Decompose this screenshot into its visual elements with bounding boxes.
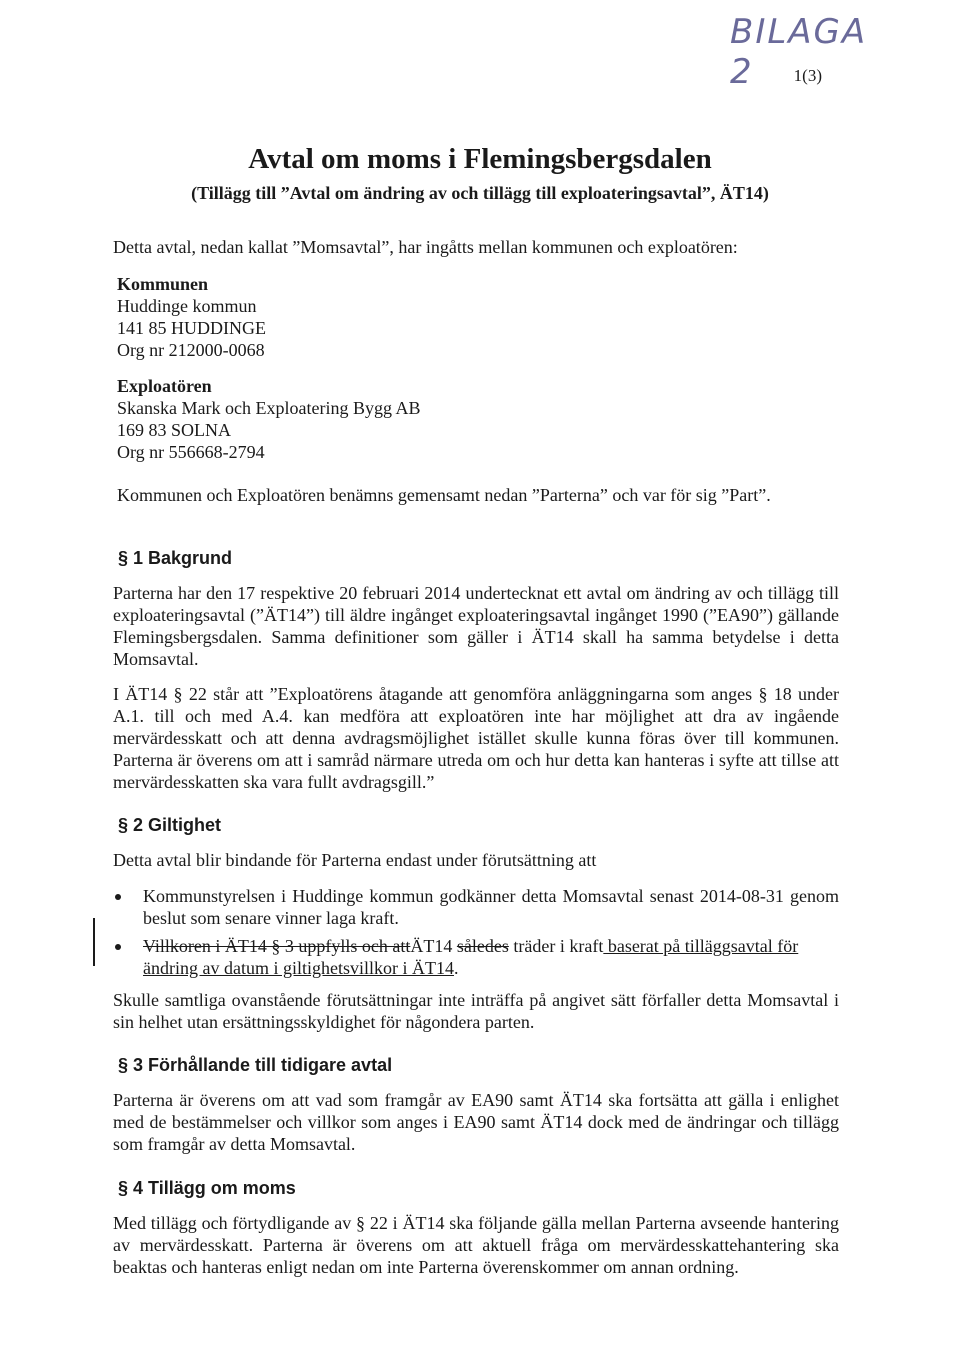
section-3-paragraph-1: Parterna är överens om att vad som framgår av EA90 samt ÄT14 ska fortsätta att gälla i enlighet med de bestämmelser och villkor som anges i EA90 samt ÄT14 dock med de ändringar och tillägg som framgår av detta Momsavtal. <box>113 1090 839 1154</box>
revision-change-bar <box>93 918 95 966</box>
page-number: 1(3) <box>793 66 822 85</box>
party-heading: Kommunen <box>117 274 209 294</box>
party-heading: Exploatören <box>117 376 212 396</box>
section-1-paragraph-2: I ÄT14 § 22 står att ”Exploatörens åtagande att genomföra anläggningarna som anges § 18 under A.1. till och med A.4. kan medföra att exploatören inte har möjlighet att dra av ingående mervärdesskatt och att denna avdragsmöjlighet istället skulle kunna föras över till kommunen. Parterna är överens om att i samråd närmare utreda om och hur detta kan hanteras i syfte att tillse att mervärdesskatten ska vara fullt avdragsgill.” <box>113 684 839 792</box>
party-kommunen <box>117 273 266 361</box>
party-name: Skanska Mark och Exploatering Bygg AB <box>117 398 421 418</box>
section-4-paragraph-1: Med tillägg och förtydligande av § 22 i ÄT14 ska följande gälla mellan Parterna avseende hantering av mervärdesskatt. Parterna är överens om att aktuell fråga om mervärdesskattehantering ska beaktas och hanteras enligt nedan om inte Parterna överenskommer om annan ordning. <box>113 1213 839 1277</box>
party-exploatoren <box>117 375 420 463</box>
party-org-number: Org nr 212000-0068 <box>117 340 265 360</box>
party-org-number: Org nr 556668-2794 <box>117 442 265 462</box>
section-heading-tillagg-om-moms: § 4 Tillägg om moms <box>118 1178 296 1198</box>
document-subtitle: (Tillägg till ”Avtal om ändring av och tillägg till exploateringsavtal”, ÄT14) <box>191 183 769 203</box>
document-title: Avtal om moms i Flemingsbergsdalen <box>248 143 712 175</box>
inserted-text: baserat på tilläggsavtal för ändring av datum i giltighetsvillkor i ÄT14 <box>143 936 799 978</box>
condition-text: ÄT14 <box>410 936 457 956</box>
intro-text: Detta avtal, nedan kallat ”Momsavtal”, har ingåtts mellan kommunen och exploatören: <box>113 237 738 257</box>
section-heading-bakgrund: § 1 Bakgrund <box>118 548 233 568</box>
section-heading-forhallande: § 3 Förhållande till tidigare avtal <box>118 1055 393 1075</box>
condition-item <box>113 935 839 979</box>
section-1-paragraph-1: Parterna har den 17 respektive 20 februari 2014 undertecknat ett avtal om ändring av och tillägg till exploateringsavtal (”ÄT14”) till äldre ingånget exploateringsavtal ingånget 1990 (”EA90”) gällande Flemingsbergsdalen. Samma definitioner som gäller i ÄT14 skall ha samma betydelse i detta Momsavtal. <box>113 583 839 669</box>
condition-text: träder i kraft <box>508 936 604 956</box>
parties-note: Kommunen och Exploatören benämns gemensamt nedan ”Parterna” och var för sig ”Part”. <box>117 485 771 505</box>
struck-text: Villkoren i ÄT14 § 3 uppfylls och att <box>143 936 411 956</box>
section-2-paragraph-2: Skulle samtliga ovanstående förutsättningar inte inträffa på angivet sätt förfaller detta Momsavtal i sin helhet utan ersättningsskyldighet för någondera parten. <box>113 990 839 1032</box>
section-heading-giltighet: § 2 Giltighet <box>118 815 222 835</box>
condition-item <box>113 885 839 929</box>
struck-text: således <box>456 936 509 956</box>
condition-text: . <box>453 958 459 978</box>
condition-text: Kommunstyrelsen i Huddinge kommun godkänner detta Momsavtal senast 2014-08-31 genom beslut som senare vinner laga kraft. <box>143 886 839 928</box>
party-name: Huddinge kommun <box>117 296 257 316</box>
handwritten-stamp: BILAGA 2 <box>730 12 868 92</box>
section-2-paragraph-1: Detta avtal blir bindande för Parterna endast under förutsättning att <box>113 850 597 870</box>
condition-list <box>113 885 839 979</box>
party-address: 141 85 HUDDINGE <box>117 318 266 338</box>
party-address: 169 83 SOLNA <box>117 420 232 440</box>
